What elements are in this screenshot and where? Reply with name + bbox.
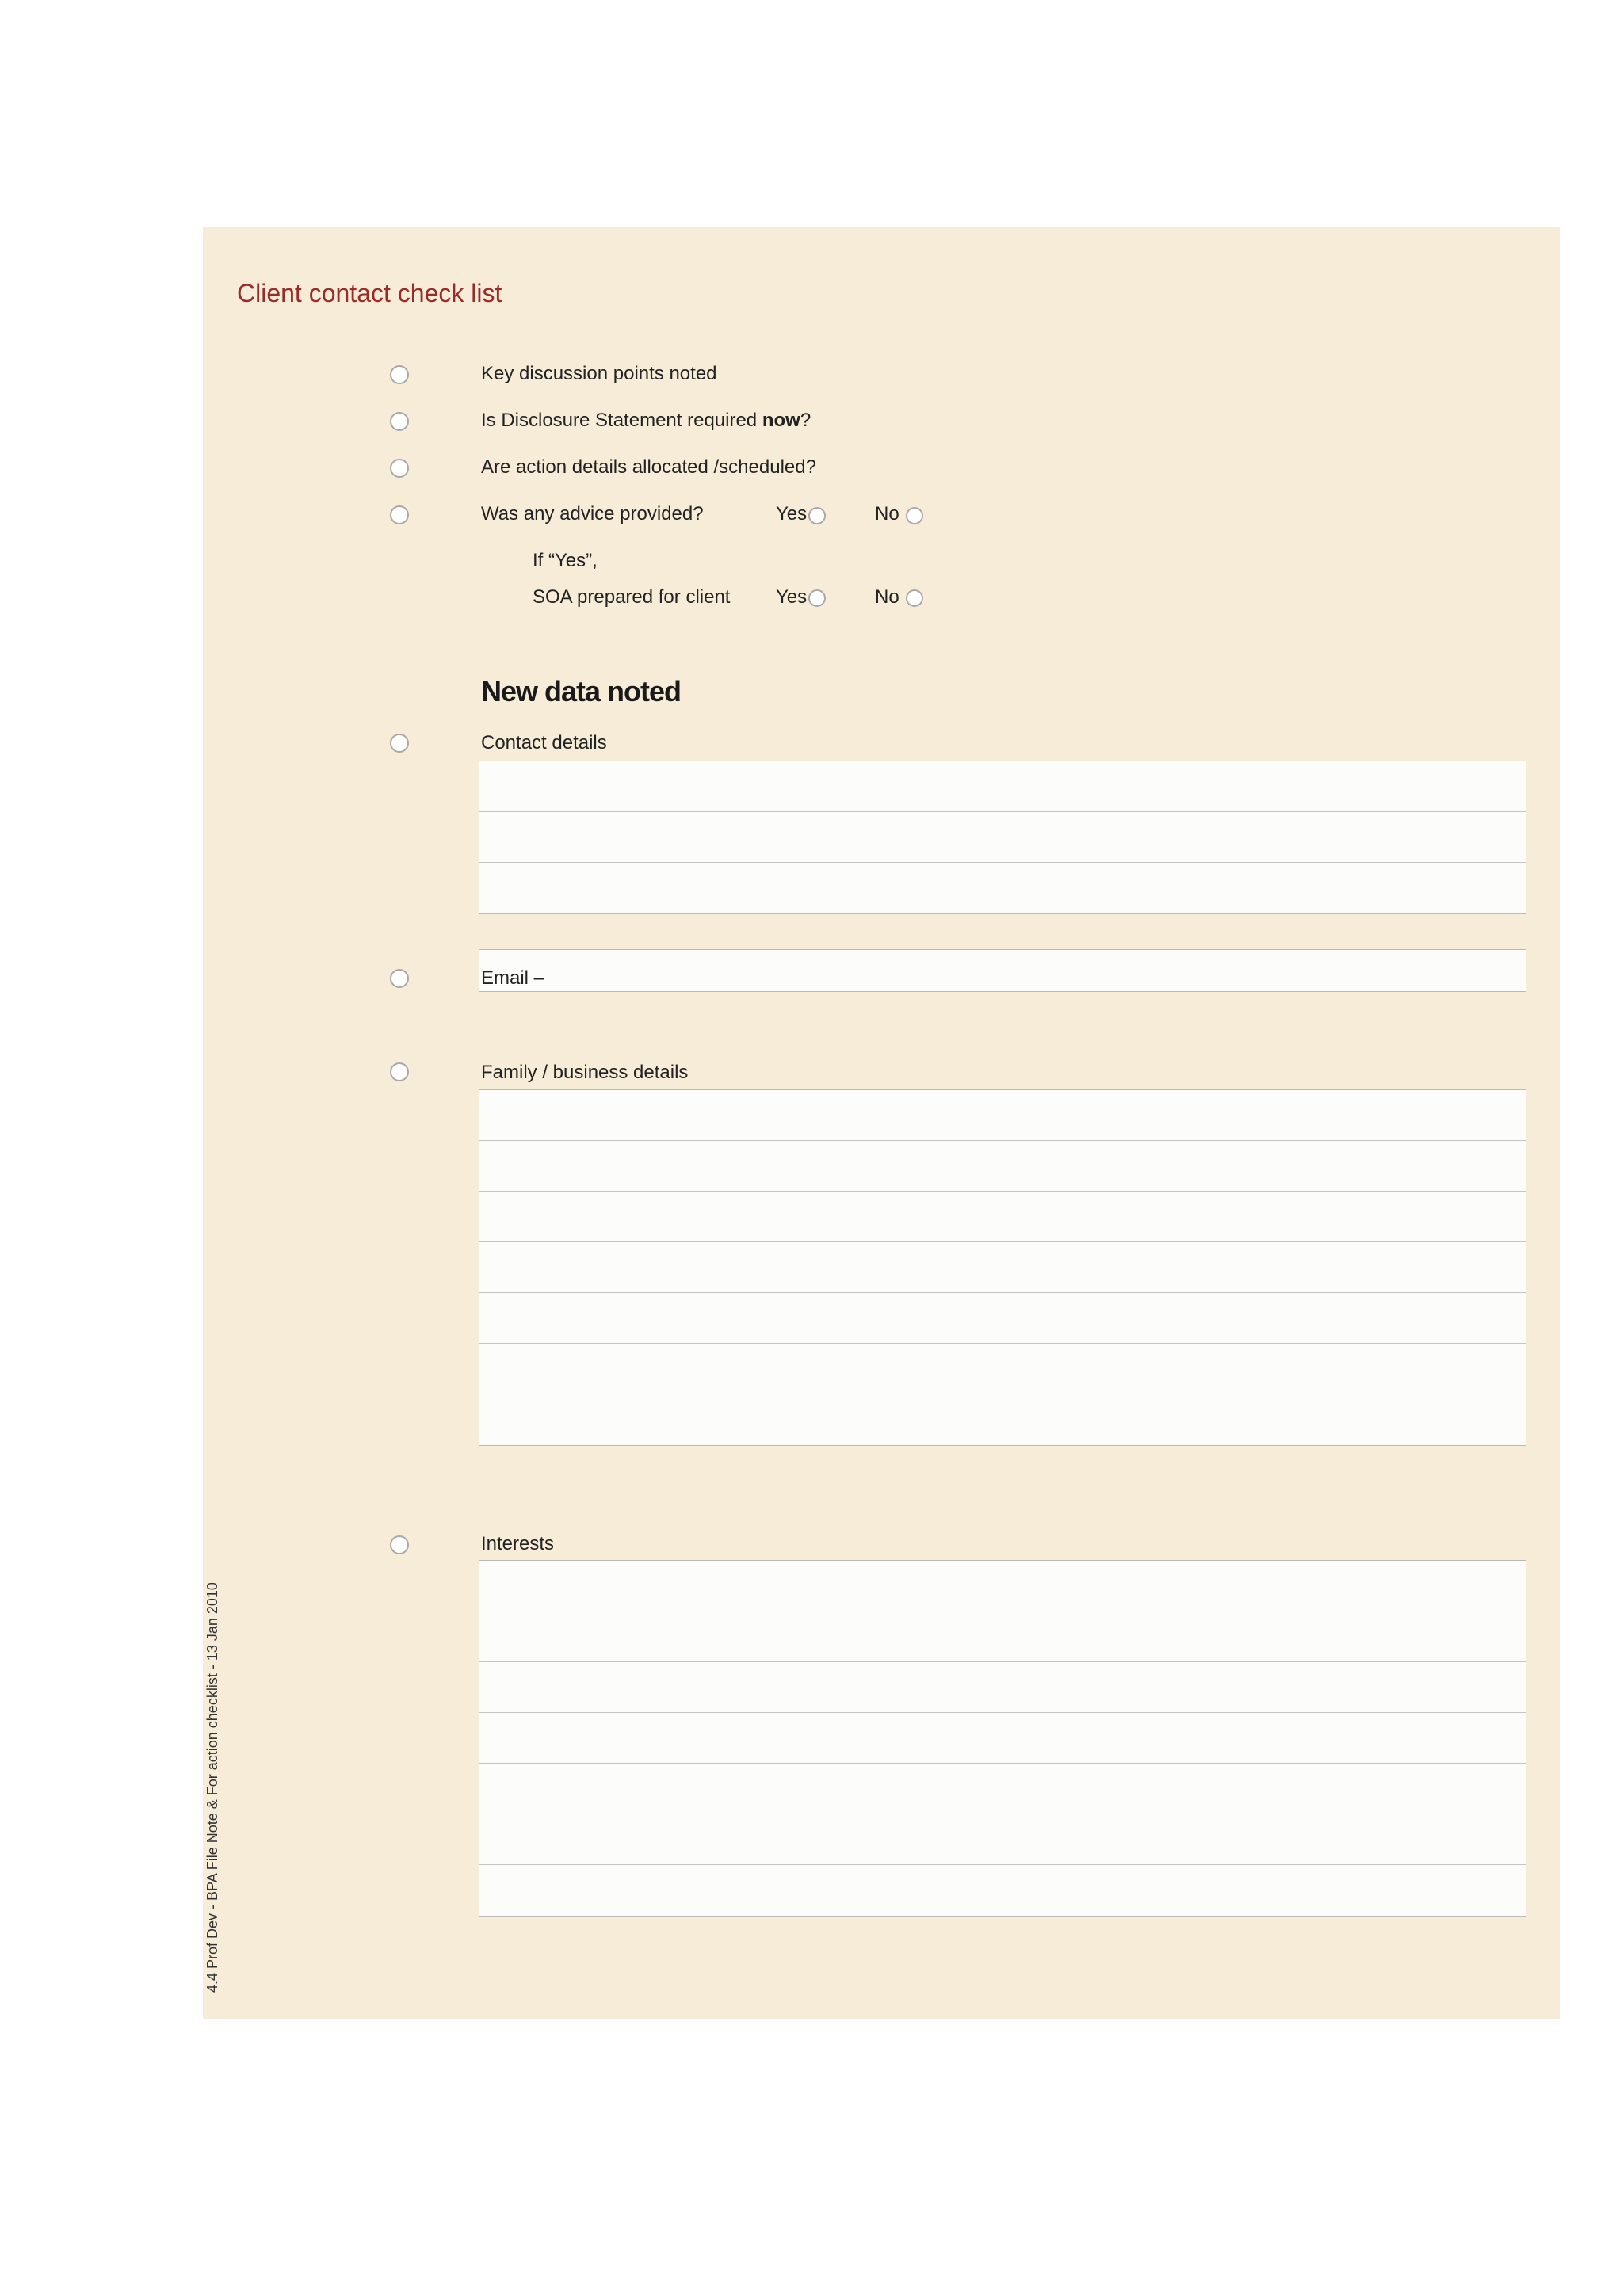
contact-details-line-2[interactable] <box>479 812 1526 862</box>
family-business-lines <box>479 1089 1526 1446</box>
advice-yes-label: Yes <box>776 503 808 524</box>
checkbox-interests[interactable] <box>390 1535 409 1554</box>
interests-line-5[interactable] <box>479 1764 1526 1814</box>
checkbox-family-business[interactable] <box>390 1062 409 1081</box>
family-line-1[interactable] <box>479 1090 1526 1140</box>
advice-no-radio[interactable] <box>906 507 923 524</box>
interests-lines <box>479 1560 1526 1917</box>
advice-no-label: No <box>875 503 899 524</box>
document-footer: 4.4 Prof Dev - BPA File Note & For action checklist - 13 Jan 2010 <box>204 1582 220 1993</box>
family-line-5[interactable] <box>479 1293 1526 1343</box>
checkbox-email[interactable] <box>390 969 409 988</box>
checklist-item-2-label: Is Disclosure Statement required now? <box>481 410 812 431</box>
soa-no-radio[interactable] <box>906 589 923 607</box>
checkbox-key-discussion[interactable] <box>390 365 409 384</box>
interests-line-6[interactable] <box>479 1814 1526 1864</box>
contact-details-lines <box>479 761 1526 914</box>
soa-label: SOA prepared for client <box>533 586 731 608</box>
new-data-heading: New data noted <box>481 675 682 707</box>
interests-line-2[interactable] <box>479 1611 1526 1661</box>
interests-line-1[interactable] <box>479 1561 1526 1611</box>
interests-line-3[interactable] <box>479 1662 1526 1712</box>
family-line-6[interactable] <box>479 1344 1526 1394</box>
checklist-item-3-label: Are action details allocated /scheduled? <box>481 456 816 478</box>
soa-yes-label: Yes <box>776 586 808 608</box>
advice-yes-radio[interactable] <box>808 507 826 524</box>
interests-line-7[interactable] <box>479 1865 1526 1916</box>
soa-yes-radio[interactable] <box>808 589 826 607</box>
family-line-2[interactable] <box>479 1141 1526 1191</box>
family-line-3[interactable] <box>479 1192 1526 1241</box>
checklist-item-4-label: Was any advice provided? <box>481 503 704 524</box>
checkbox-contact-details[interactable] <box>390 734 409 753</box>
contact-details-line-1[interactable] <box>479 761 1526 811</box>
page-title: Client contact check list <box>237 279 502 307</box>
email-label: Email – <box>481 967 545 989</box>
contact-details-label: Contact details <box>481 732 607 753</box>
email-field[interactable] <box>551 950 1526 991</box>
soa-no-label: No <box>875 586 899 608</box>
family-line-7[interactable] <box>479 1394 1526 1445</box>
family-business-label: Family / business details <box>481 1062 689 1083</box>
checkbox-action-details[interactable] <box>390 459 409 478</box>
checklist-item-1-label: Key discussion points noted <box>481 363 717 384</box>
checkbox-advice[interactable] <box>390 505 409 524</box>
interests-label: Interests <box>481 1533 555 1554</box>
contact-details-line-3[interactable] <box>479 863 1526 913</box>
now-emphasis: now <box>762 410 800 431</box>
if-yes-text: If “Yes”, <box>533 550 598 571</box>
family-line-4[interactable] <box>479 1242 1526 1292</box>
checkbox-disclosure[interactable] <box>390 412 409 431</box>
interests-line-4[interactable] <box>479 1713 1526 1763</box>
email-field-box <box>479 949 1526 992</box>
